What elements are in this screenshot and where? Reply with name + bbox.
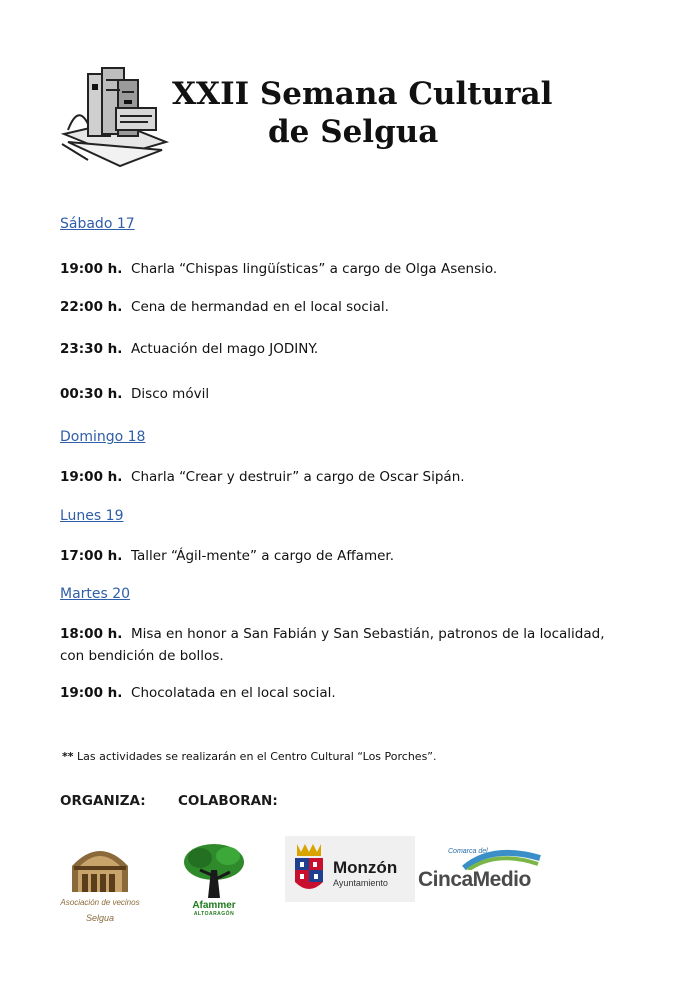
asociacion-vecinos-logo [58, 842, 142, 928]
colaboran-label: COLABORAN: [178, 793, 278, 809]
event-text: Misa en honor a San Fabián y San Sebastián, patronos de la localidad, [131, 626, 605, 642]
afammer-name: Afammer [192, 900, 236, 911]
event-text: Cena de hermandad en el local social. [131, 299, 389, 315]
arches-icon [58, 842, 142, 894]
tree-icon [178, 842, 250, 900]
event-time: 19:00 h. [60, 469, 123, 485]
event-item [60, 296, 389, 318]
event-text: Disco móvil [131, 386, 210, 402]
event-item [60, 258, 497, 280]
cinca-medio-logo [418, 844, 563, 896]
monzon-sub: Ayuntamiento [333, 878, 388, 888]
event-time: 23:30 h. [60, 341, 123, 357]
event-item [60, 383, 209, 405]
asociacion-line2: Selgua [85, 913, 115, 923]
event-item [60, 623, 660, 667]
page-title-line2: de Selgua [268, 114, 439, 150]
event-time: 19:00 h. [60, 261, 123, 277]
event-time: 18:00 h. [60, 626, 123, 642]
event-item [60, 338, 318, 360]
page-title-line1: XXII Semana Cultural [172, 76, 553, 112]
day-heading-lunes: Lunes 19 [60, 508, 124, 524]
event-time: 00:30 h. [60, 386, 123, 402]
organiza-label: ORGANIZA: [60, 793, 146, 809]
monzon-name: Monzón [333, 858, 398, 877]
event-text: Charla “Chispas lingüísticas” a cargo de Olga Asensio. [131, 261, 498, 277]
event-text: Actuación del mago JODINY. [131, 341, 319, 357]
books-illustration [58, 64, 170, 176]
event-item [60, 466, 465, 488]
event-text: Chocolatada en el local social. [131, 685, 336, 701]
day-heading-domingo: Domingo 18 [60, 429, 146, 445]
day-heading-sabado: Sábado 17 [60, 216, 135, 232]
monzon-shield-icon [291, 840, 327, 898]
footnote [62, 750, 437, 763]
cinca-name: CincaMedio [418, 868, 531, 891]
event-time: 22:00 h. [60, 299, 123, 315]
day-heading-martes: Martes 20 [60, 586, 131, 602]
event-time: 17:00 h. [60, 548, 123, 564]
event-item [60, 545, 394, 567]
asociacion-line1: Asociación de vecinos [60, 898, 140, 907]
event-text-continued: con bendición de bollos. [60, 648, 224, 664]
footnote-marker: ** [62, 750, 74, 763]
cinca-small: Comarca del [448, 848, 488, 855]
monzon-logo [285, 836, 415, 902]
footnote-text: Las actividades se realizarán en el Centro Cultural “Los Porches”. [77, 750, 437, 763]
afammer-logo [178, 842, 250, 918]
event-text: Taller “Ágil-mente” a cargo de Affamer. [131, 548, 395, 564]
event-time: 19:00 h. [60, 685, 123, 701]
afammer-sub: ALTOARAGÓN [193, 911, 235, 917]
event-item [60, 682, 336, 704]
event-text: Charla “Crear y destruir” a cargo de Oscar Sipán. [131, 469, 465, 485]
